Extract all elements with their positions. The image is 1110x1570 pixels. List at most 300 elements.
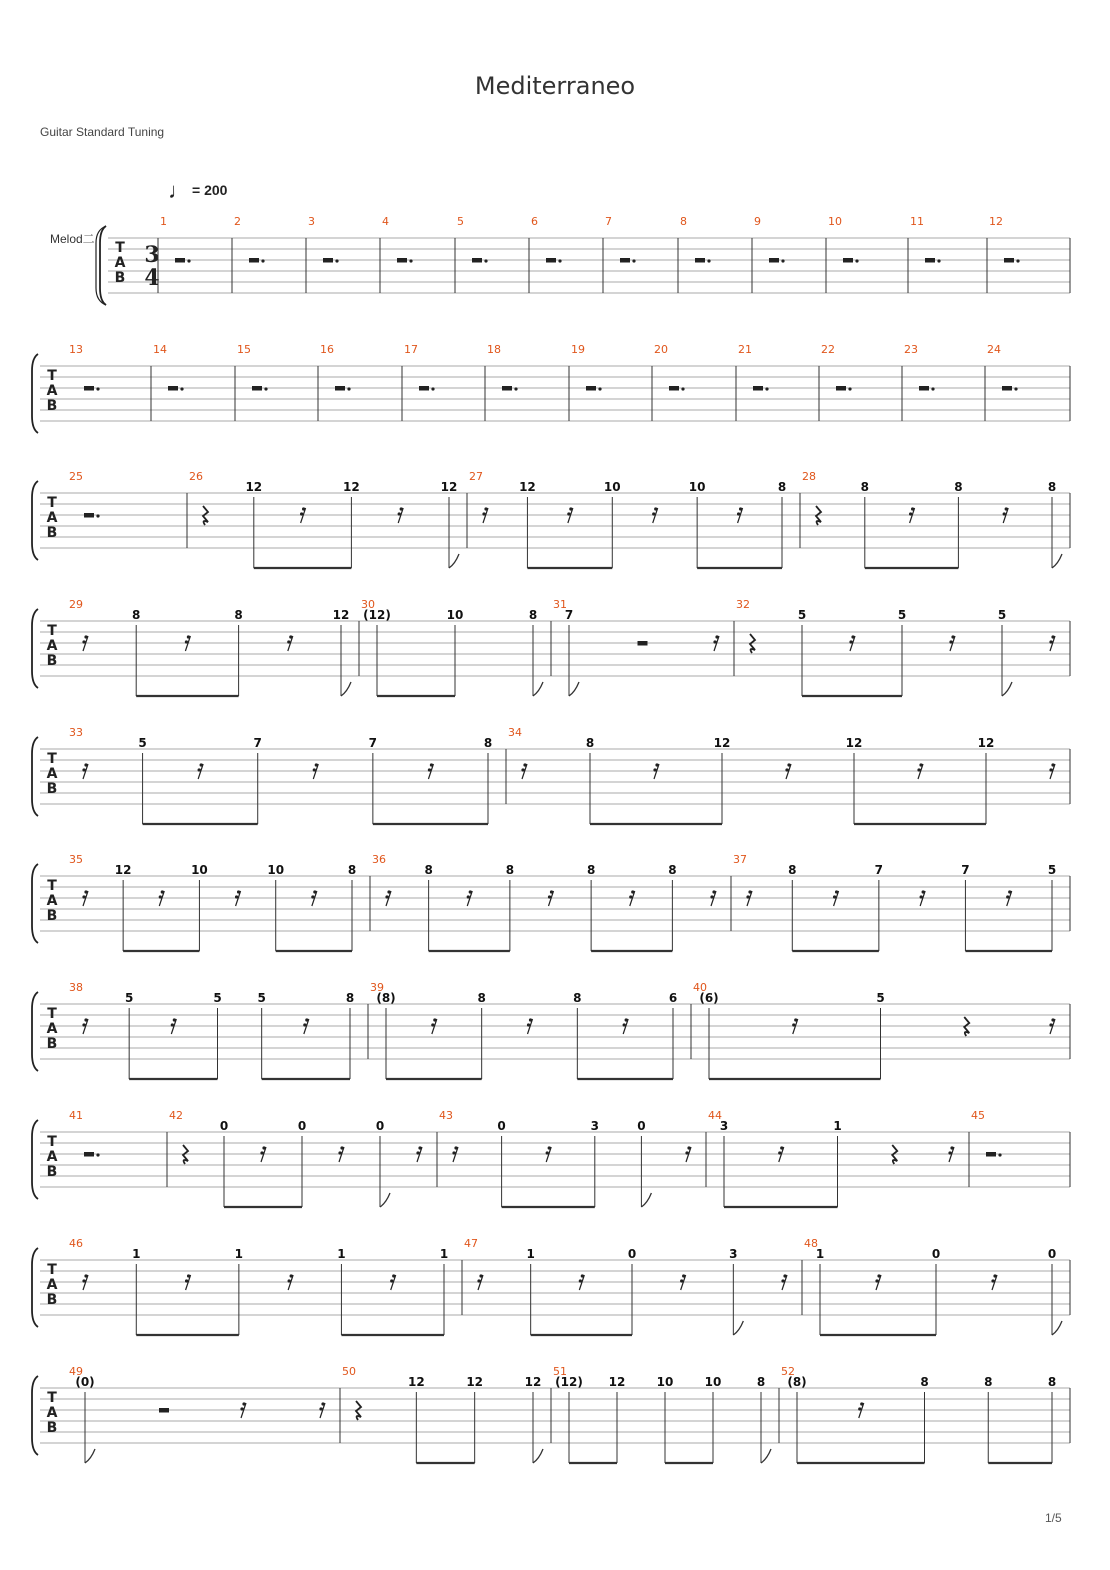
rest-flag-dot [242,1402,245,1405]
rest-flag-dot [387,890,390,893]
rest-dot [96,387,99,390]
rest-flag-dot [198,768,201,771]
fret-number: 8 [132,608,141,622]
rest-flag-dot [682,1274,685,1277]
tuning-label: Guitar Standard Tuning [40,125,165,139]
rest-flag-dot [392,1274,395,1277]
fret-number: (8) [787,1375,807,1389]
fret-number: 8 [347,863,357,877]
note-flag [1052,1321,1062,1335]
measure-number: 12 [989,215,1003,228]
rest-flag-dot [1051,635,1054,638]
measure-number: 16 [320,343,334,356]
fret-number: 10 [688,480,706,494]
measure-number: 36 [372,853,386,866]
rest-flag-dot [400,507,403,510]
rest-flag-dot [1049,768,1052,771]
whole-rest [472,258,482,263]
note-flag [569,682,579,696]
fret-number: 10 [446,608,464,622]
rest-flag-dot [430,763,433,766]
fret-number: 12 [466,1375,484,1389]
measure-number: 37 [733,853,747,866]
measure-number: 48 [804,1237,818,1250]
fret-number: 12 [845,736,863,750]
system-bracket [32,609,38,688]
system-bracket [32,992,38,1071]
tab-clef-letter: A [46,638,58,654]
fret-number: 1 [337,1247,346,1261]
rest-flag-dot [305,1018,308,1021]
fret-number: 12 [114,863,132,877]
half-rest [159,1408,169,1413]
measure-number: 47 [464,1237,478,1250]
measure-number: 40 [693,981,707,994]
rest-dot [187,259,190,262]
measure-number: 8 [680,215,687,228]
rest-flag-dot [655,763,658,766]
rest-dot [431,387,434,390]
note-flag [380,1193,390,1207]
rest-flag-dot [319,1407,322,1410]
rest-flag-dot [416,1151,419,1154]
rest-flag-dot [313,768,316,771]
rest-flag-dot [521,768,524,771]
tab-clef-letter: T [47,495,57,511]
fret-number: 12 [524,1375,542,1389]
fret-number: 12 [519,480,536,494]
fret-number: 8 [668,863,677,877]
rest-flag-dot [84,635,87,638]
fret-number: 8 [345,991,355,1005]
whole-rest [323,258,333,263]
rest-flag-dot [161,890,164,893]
rest-flag-dot [300,512,303,515]
rest-flag-dot [780,1146,783,1149]
rest-flag-dot [260,1151,263,1154]
measure-number: 28 [802,470,816,483]
score-title: Mediterraneo [474,72,636,100]
rest-flag-dot [289,635,292,638]
rest-flag-dot [715,635,718,638]
tab-clef-letter: A [46,1149,58,1165]
rest-flag-dot [418,1146,421,1149]
measure-number: 6 [531,215,538,228]
fret-number: 7 [253,736,262,750]
rest-flag-dot [652,512,655,515]
fret-number: 8 [984,1375,993,1389]
fret-number: 8 [1047,1375,1057,1389]
rest-flag-dot [851,635,854,638]
rest-flag-dot [875,1279,878,1282]
measure-number: 33 [69,726,83,739]
rest-flag-dot [185,640,188,643]
tab-clef-letter: T [47,1006,57,1022]
fret-number: (6) [699,991,719,1005]
rest-flag-dot [687,1146,690,1149]
fret-number: 12 [332,608,350,622]
rest-flag-dot [579,1279,582,1282]
tab-clef-letter: B [46,908,58,924]
note-flag [449,554,459,568]
half-rest [638,641,648,646]
rest-flag-dot [240,1407,243,1410]
rest-flag-dot [922,890,925,893]
fret-number: 0 [1047,1247,1057,1261]
whole-rest [84,1152,94,1157]
whole-rest [843,258,853,263]
rest-flag-dot [746,895,749,898]
whole-rest [335,386,345,391]
rest-flag-dot [84,890,87,893]
rest-flag-dot [454,1146,457,1149]
measure-number: 13 [69,343,83,356]
fret-number: 7 [874,863,884,877]
tab-clef-letter: A [46,766,58,782]
rest-flag-dot [835,890,838,893]
whole-rest [175,258,185,263]
rest-flag-dot [625,1018,628,1021]
fret-number: 6 [668,991,678,1005]
tempo-text: = 200 [192,182,228,198]
tab-clef-letter: B [46,525,58,541]
tab-clef-letter: A [46,510,58,526]
rest-flag-dot [237,890,240,893]
rest-dot [261,259,264,262]
rest-flag-dot [84,1274,87,1277]
rest-flag-dot [159,895,162,898]
rest-flag-dot [629,895,632,898]
rest-flag-dot [1008,890,1011,893]
rest-flag-dot [792,1023,795,1026]
rest-flag-dot [82,1023,85,1026]
note-flag [85,1449,95,1463]
measure-number: 34 [508,726,522,739]
whole-rest [919,386,929,391]
note-flag [1052,554,1062,568]
fret-number: 0 [497,1119,506,1133]
system-bracket [32,481,38,560]
note-flag [733,1321,743,1335]
measure-number: 46 [69,1237,83,1250]
tab-clef-letter: T [47,1262,57,1278]
fret-number: 7 [961,863,970,877]
rest-flag-dot [860,1402,863,1405]
rest-dot [180,387,183,390]
fret-number: 5 [257,991,266,1005]
rest-flag-dot [569,507,572,510]
note-flag [341,682,351,696]
rest-flag-dot [288,1279,291,1282]
rest-flag-dot [433,1018,436,1021]
whole-rest [753,386,763,391]
fret-number: 0 [375,1119,385,1133]
fret-number: (12) [555,1375,583,1389]
tab-clef-letter: A [114,255,126,271]
rest-flag-dot [338,1151,341,1154]
fret-number: 10 [267,863,285,877]
rest-dot [707,259,710,262]
rest-dot [96,1153,99,1156]
rest-flag-dot [948,1151,951,1154]
fret-number: 12 [245,480,263,494]
fret-number: (8) [376,991,396,1005]
tab-clef-letter: B [46,1292,58,1308]
tab-clef-letter: B [46,398,58,414]
system-bracket [32,354,38,433]
rest-flag-dot [567,512,570,515]
fret-number: 8 [1047,480,1057,494]
fret-number: 5 [897,608,907,622]
tab-clef-letter: T [47,623,57,639]
fret-number: 5 [124,991,134,1005]
rest-dot [96,514,99,517]
measure-number: 31 [553,598,567,611]
whole-rest [249,258,259,263]
fret-number: 10 [656,1375,674,1389]
rest-flag-dot [340,1146,343,1149]
whole-rest [168,386,178,391]
measure-number: 43 [439,1109,453,1122]
measure-number: 20 [654,343,668,356]
fret-number: 8 [788,863,797,877]
fret-number: 10 [704,1375,722,1389]
fret-number: 8 [756,1375,766,1389]
fret-number: 8 [424,863,433,877]
rest-flag-dot [311,895,314,898]
rest-flag-dot [302,507,305,510]
measure-number: 3 [308,215,315,228]
measure-number: 23 [904,343,918,356]
fret-number: 1 [526,1247,535,1261]
measure-number: 50 [342,1365,356,1378]
whole-rest [836,386,846,391]
rest-flag-dot [321,1402,324,1405]
rest-dot [409,259,412,262]
measure-number: 52 [781,1365,795,1378]
rest-flag-dot [710,895,713,898]
measure-number: 21 [738,343,752,356]
rest-flag-dot [748,890,751,893]
rest-flag-dot [290,1274,293,1277]
rest-flag-dot [479,1274,482,1277]
whole-rest [925,258,935,263]
fret-number: 1 [234,1247,244,1261]
page-number: 1/5 [1045,1511,1062,1525]
note-flag [1002,682,1012,696]
system-bracket [32,1120,38,1199]
rest-flag-dot [1006,895,1009,898]
whole-rest [546,258,556,263]
rest-flag-dot [313,890,316,893]
fret-number: 5 [997,608,1007,622]
rest-flag-dot [623,1023,626,1026]
system-bracket [100,226,106,305]
rest-flag-dot [1049,1023,1052,1026]
rest-flag-dot [469,890,472,893]
note-flag [761,1449,771,1463]
rest-dot [514,387,517,390]
rest-dot [765,387,768,390]
measure-number: 35 [69,853,83,866]
fret-number: 8 [573,991,582,1005]
rest-dot [1016,259,1019,262]
rest-dot [347,387,350,390]
whole-rest [502,386,512,391]
tab-clef-letter: T [47,751,57,767]
measure-number: 11 [910,215,924,228]
measure-number: 45 [971,1109,985,1122]
fret-number: 8 [586,863,596,877]
fret-number: 12 [608,1375,626,1389]
fret-number: 0 [219,1119,229,1133]
rest-flag-dot [581,1274,584,1277]
fret-number: 8 [528,608,538,622]
rest-dot [937,259,940,262]
whole-rest [669,386,679,391]
system-bracket [32,737,38,816]
measure-number: 27 [469,470,483,483]
quarter-note-icon: ♩ [168,178,190,203]
fret-number: 12 [407,1375,425,1389]
rest-flag-dot [548,895,551,898]
rest-flag-dot [653,768,656,771]
fret-number: 10 [603,480,621,494]
rest-flag-dot [858,1407,861,1410]
note-flag [533,1449,543,1463]
fret-number: 8 [860,480,869,494]
rest-flag-dot [84,1018,87,1021]
rest-flag-dot [787,763,790,766]
fret-number: 1 [815,1247,825,1261]
rest-flag-dot [794,1018,797,1021]
fret-number: 8 [777,480,787,494]
tab-clef-letter: T [47,878,57,894]
rest-flag-dot [785,768,788,771]
rest-flag-dot [428,768,431,771]
rest-flag-dot [917,768,920,771]
rest-flag-dot [919,763,922,766]
rest-flag-dot [920,895,923,898]
note-flag [533,682,543,696]
rest-flag-dot [1051,1018,1054,1021]
whole-rest [769,258,779,263]
tab-clef-letter: B [114,270,126,286]
rest-flag-dot [398,512,401,515]
fret-number: 5 [1047,863,1057,877]
note-flag [641,1193,651,1207]
tab-clef-letter: B [46,1420,58,1436]
rest-flag-dot [909,512,912,515]
tab-clef-letter: T [47,1134,57,1150]
rest-flag-dot [950,1146,953,1149]
fret-number: 7 [564,608,574,622]
fret-number: 8 [477,991,486,1005]
measure-number: 15 [237,343,251,356]
rest-dot [484,259,487,262]
fret-number: 3 [719,1119,729,1133]
rest-dot [781,259,784,262]
measure-number: 44 [708,1109,722,1122]
measure-number: 38 [69,981,83,994]
rest-flag-dot [315,763,318,766]
rest-flag-dot [631,890,634,893]
whole-rest [84,386,94,391]
tab-clef-letter: T [115,240,125,256]
fret-number: 5 [797,608,807,622]
fret-number: 8 [234,608,243,622]
measure-number: 19 [571,343,585,356]
measure-number: 10 [828,215,842,228]
rest-flag-dot [1003,512,1006,515]
measure-number: 51 [553,1365,567,1378]
tab-clef-letter: A [46,893,58,909]
rest-flag-dot [173,1018,176,1021]
rest-flag-dot [654,507,657,510]
whole-rest [397,258,407,263]
tab-clef-letter: B [46,1036,58,1052]
rest-flag-dot [713,640,716,643]
rest-flag-dot [82,895,85,898]
measure-number: 32 [736,598,750,611]
rest-flag-dot [949,640,952,643]
fret-number: 8 [954,480,963,494]
rest-flag-dot [477,1279,480,1282]
rest-flag-dot [84,763,87,766]
rest-flag-dot [911,507,914,510]
rest-flag-dot [287,640,290,643]
fret-number: 3 [729,1247,738,1261]
fret-number: 0 [931,1247,941,1261]
time-signature-top: 3 [144,242,160,268]
measure-number: 7 [605,215,612,228]
rest-flag-dot [951,635,954,638]
rest-flag-dot [185,1279,188,1282]
measure-number: 49 [69,1365,83,1378]
rest-flag-dot [390,1279,393,1282]
measure-number: 18 [487,343,501,356]
rest-flag-dot [482,512,485,515]
rest-flag-dot [1051,763,1054,766]
rest-dot [1014,387,1017,390]
fret-number: 10 [191,863,208,877]
tab-clef-letter: A [46,1021,58,1037]
tab-clef-letter: A [46,383,58,399]
fret-number: (12) [363,608,391,622]
rest-flag-dot [171,1023,174,1026]
rest-flag-dot [262,1146,265,1149]
measure-number: 4 [382,215,389,228]
tab-clef-letter: A [46,1277,58,1293]
measure-number: 25 [69,470,83,483]
whole-rest [252,386,262,391]
rest-flag-dot [235,895,238,898]
fret-number: 8 [920,1375,929,1389]
rest-flag-dot [833,895,836,898]
whole-rest [419,386,429,391]
measure-number: 22 [821,343,835,356]
fret-number: 1 [833,1119,842,1133]
rest-dot [335,259,338,262]
whole-rest [620,258,630,263]
fret-number: 8 [483,736,493,750]
rest-flag-dot [783,1274,786,1277]
rest-flag-dot [82,768,85,771]
measure-number: 9 [754,215,761,228]
tab-clef-letter: T [47,368,57,384]
rest-dot [264,387,267,390]
rest-flag-dot [991,1279,994,1282]
